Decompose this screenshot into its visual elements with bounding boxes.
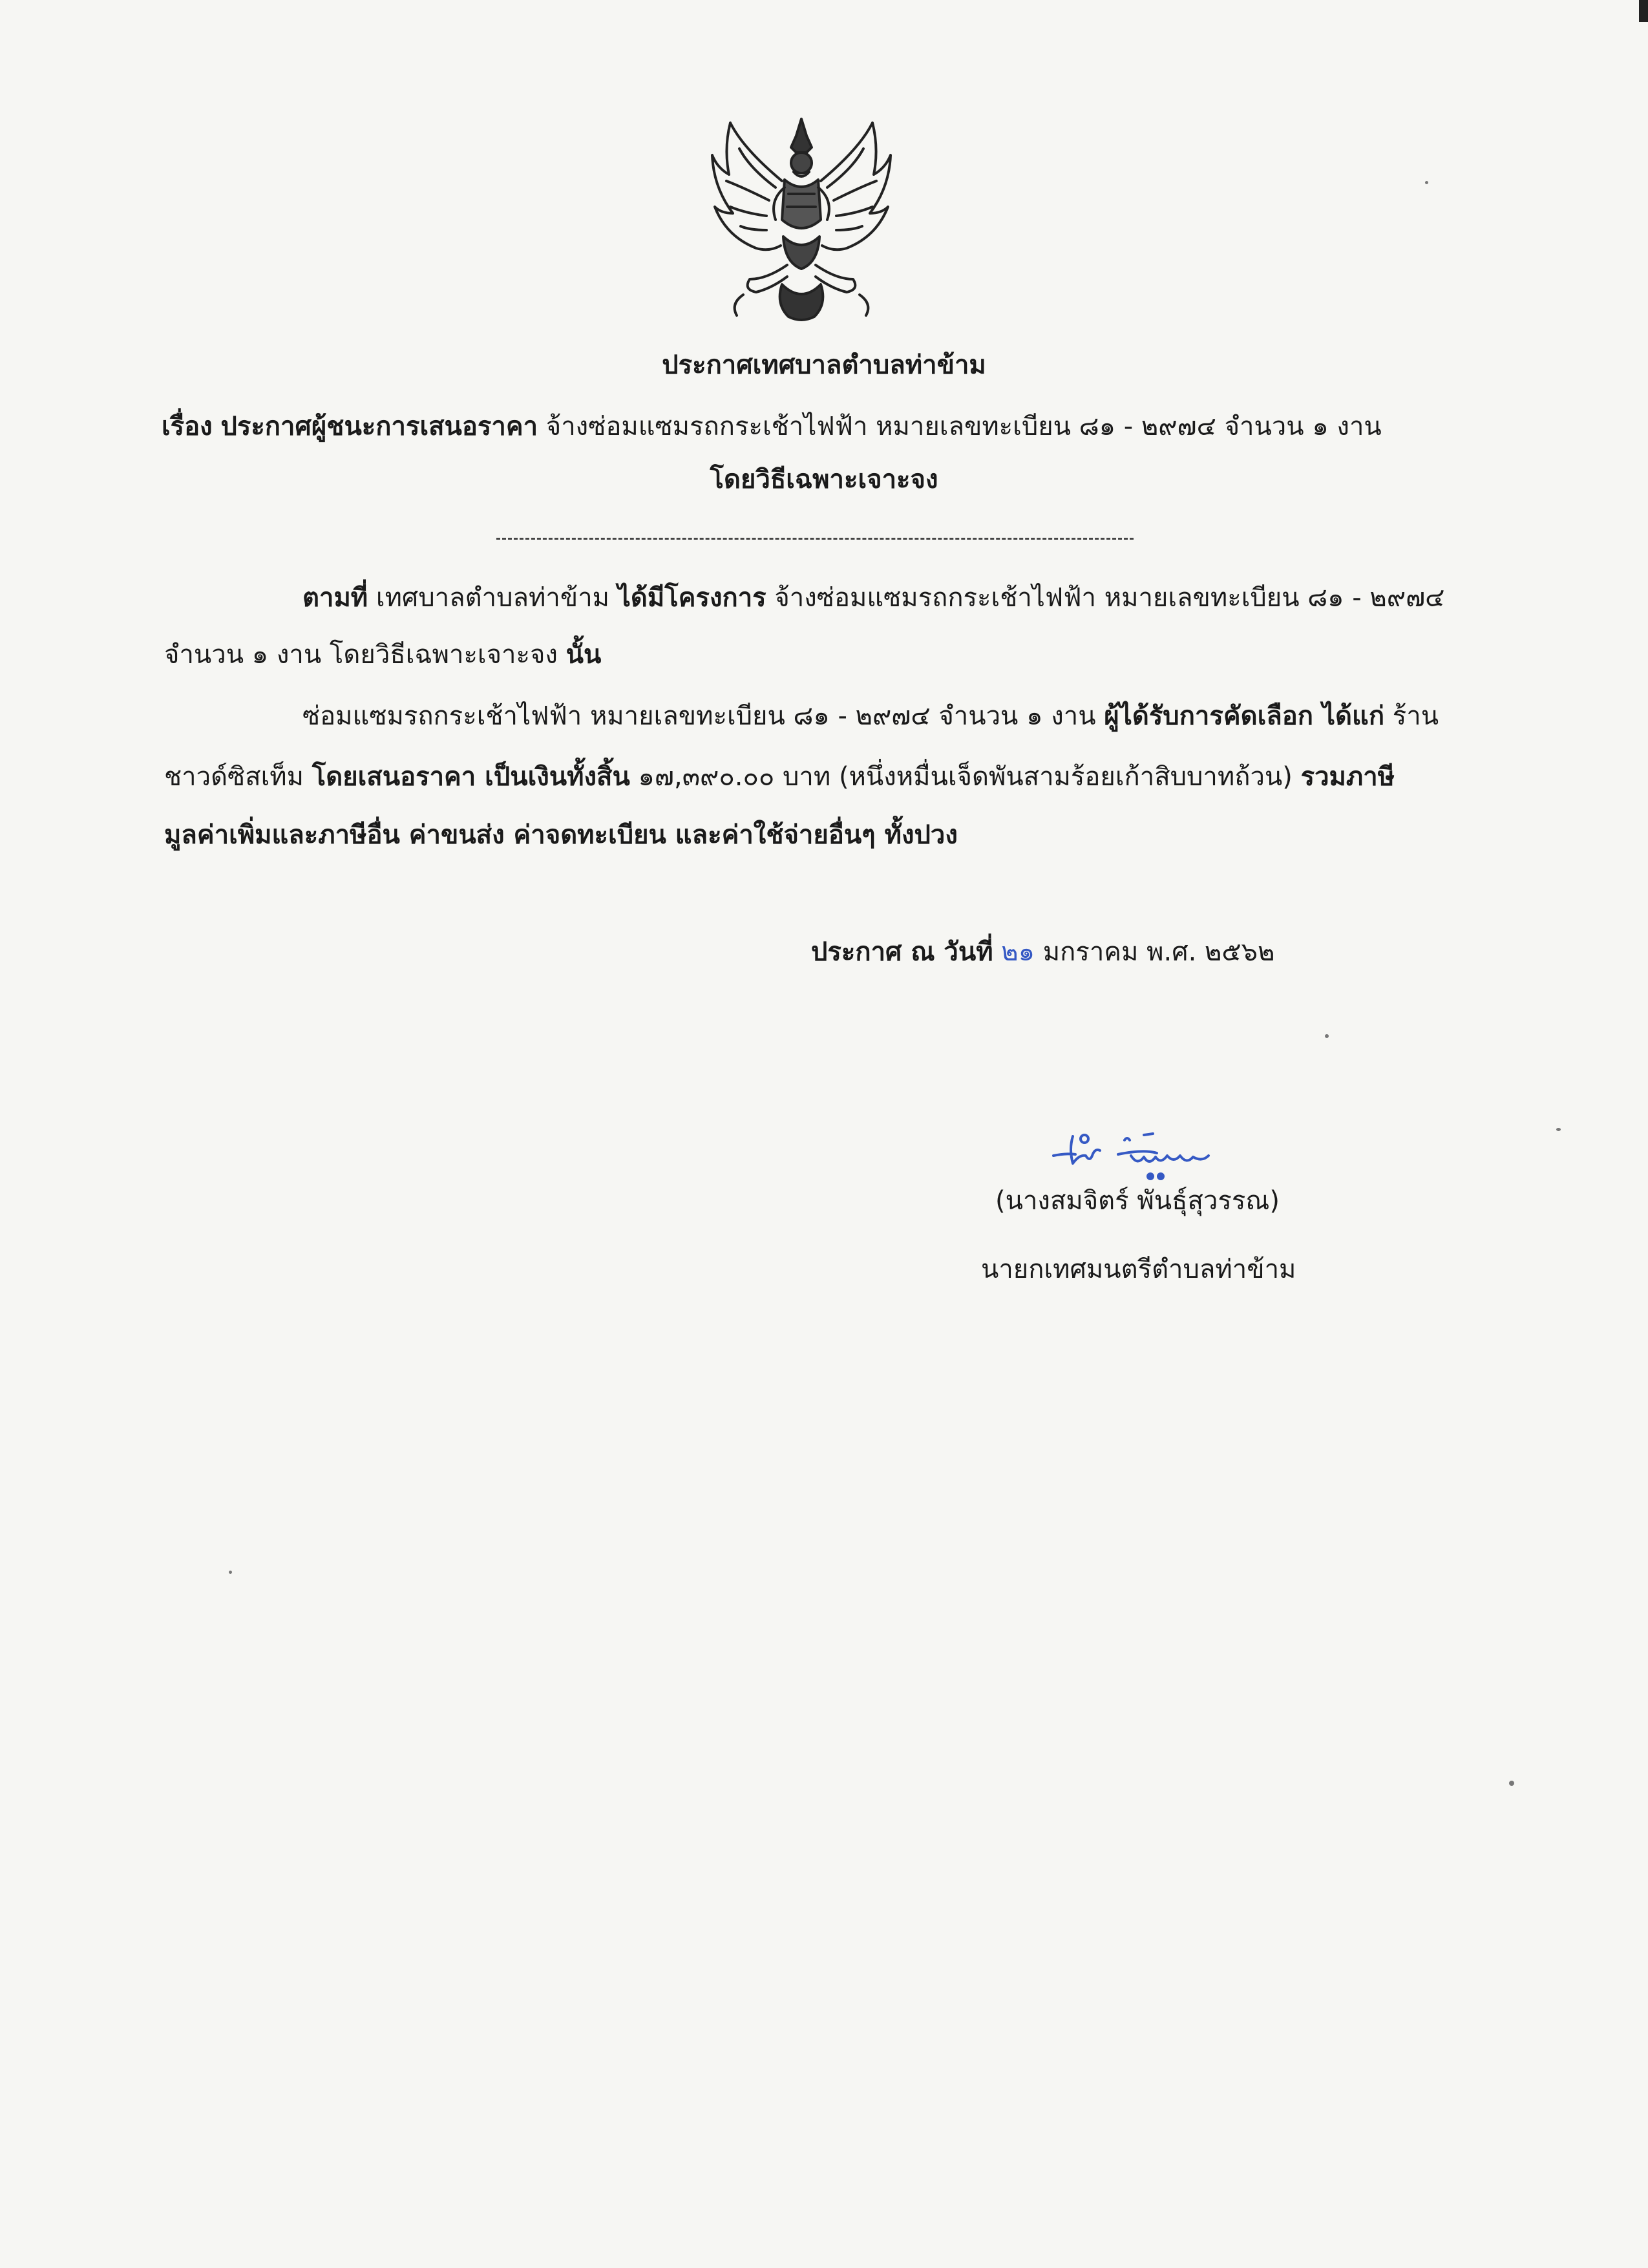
signatory-position: นายกเทศมนตรีตำบลท่าข้าม (981, 1255, 1296, 1284)
scan-speck (1509, 1781, 1514, 1786)
text-segment: จำนวน ๑ งาน โดยวิธีเฉพาะเจาะจง (164, 640, 558, 670)
scan-speck (1556, 1128, 1561, 1131)
subject-line (162, 414, 1382, 440)
scan-speck (1325, 1034, 1329, 1038)
text-segment: เทศบาลตำบลท่าข้าม (375, 583, 610, 613)
date-label: ประกาศ ณ วันที่ (811, 937, 993, 967)
method-line: โดยวิธีเฉพาะเจาะจง (710, 465, 938, 494)
paragraph-1-line-1 (302, 585, 1444, 611)
text-segment: ตามที่ (302, 583, 368, 613)
subject-detail: จ้างซ่อมแซมรถกระเช้าไฟฟ้า หมายเลขทะเบียน ๘๑ - ๒๙๗๔ จำนวน ๑ งาน (545, 412, 1382, 441)
paragraph-1-line-2 (164, 642, 601, 668)
paragraph-2-line-1 (302, 703, 1439, 729)
text-segment: โดยเสนอราคา เป็นเงินทั้งสิ้น (312, 762, 630, 792)
text-segment: ได้มีโครงการ (617, 583, 766, 613)
paragraph-2-line-3 (164, 822, 958, 848)
text-segment: ร้าน (1392, 701, 1439, 731)
text-segment: ๑๗,๓๙๐.๐๐ บาท (หนึ่งหมื่นเจ็ดพันสามร้อยเก้าสิบบาทถ้วน) (638, 762, 1293, 792)
subject-label: เรื่อง (162, 412, 213, 441)
date-day: ๒๑ (1001, 937, 1035, 967)
separator-line (496, 538, 1134, 540)
scan-speck (229, 1571, 232, 1574)
text-segment: มูลค่าเพิ่มและภาษีอื่น ค่าขนส่ง ค่าจดทะเบียน และค่าใช้จ่ายอื่นๆ ทั้งปวง (164, 820, 958, 850)
handwritten-signature (1047, 1117, 1254, 1188)
announcement-date (811, 939, 1274, 965)
announcement-title: ประกาศเทศบาลตำบลท่าข้าม (662, 350, 986, 380)
scan-edge-mark (1639, 0, 1648, 22)
subject-bold: ประกาศผู้ชนะการเสนอราคา (220, 412, 538, 441)
scan-speck (1425, 181, 1428, 184)
text-segment: รวมภาษี (1300, 762, 1395, 792)
text-segment: จ้างซ่อมแซมรถกระเช้าไฟฟ้า หมายเลขทะเบียน ๘๑ - ๒๙๗๔ (774, 583, 1445, 613)
text-segment: ชาวด์ซิสเท็ม (164, 762, 304, 792)
signatory-name: (นางสมจิตร์ พันธุ์สุวรรณ) (995, 1186, 1280, 1216)
date-month-year: มกราคม พ.ศ. ๒๕๖๒ (1042, 937, 1275, 967)
paragraph-2-line-2 (164, 764, 1395, 790)
text-segment: นั้น (565, 640, 602, 670)
text-segment: ซ่อมแซมรถกระเช้าไฟฟ้า หมายเลขทะเบียน ๘๑ - ๒๙๗๔ จำนวน ๑ งาน (302, 701, 1096, 731)
text-segment: ผู้ได้รับการคัดเลือก ได้แก่ (1104, 701, 1385, 731)
garuda-emblem-icon (704, 110, 898, 330)
